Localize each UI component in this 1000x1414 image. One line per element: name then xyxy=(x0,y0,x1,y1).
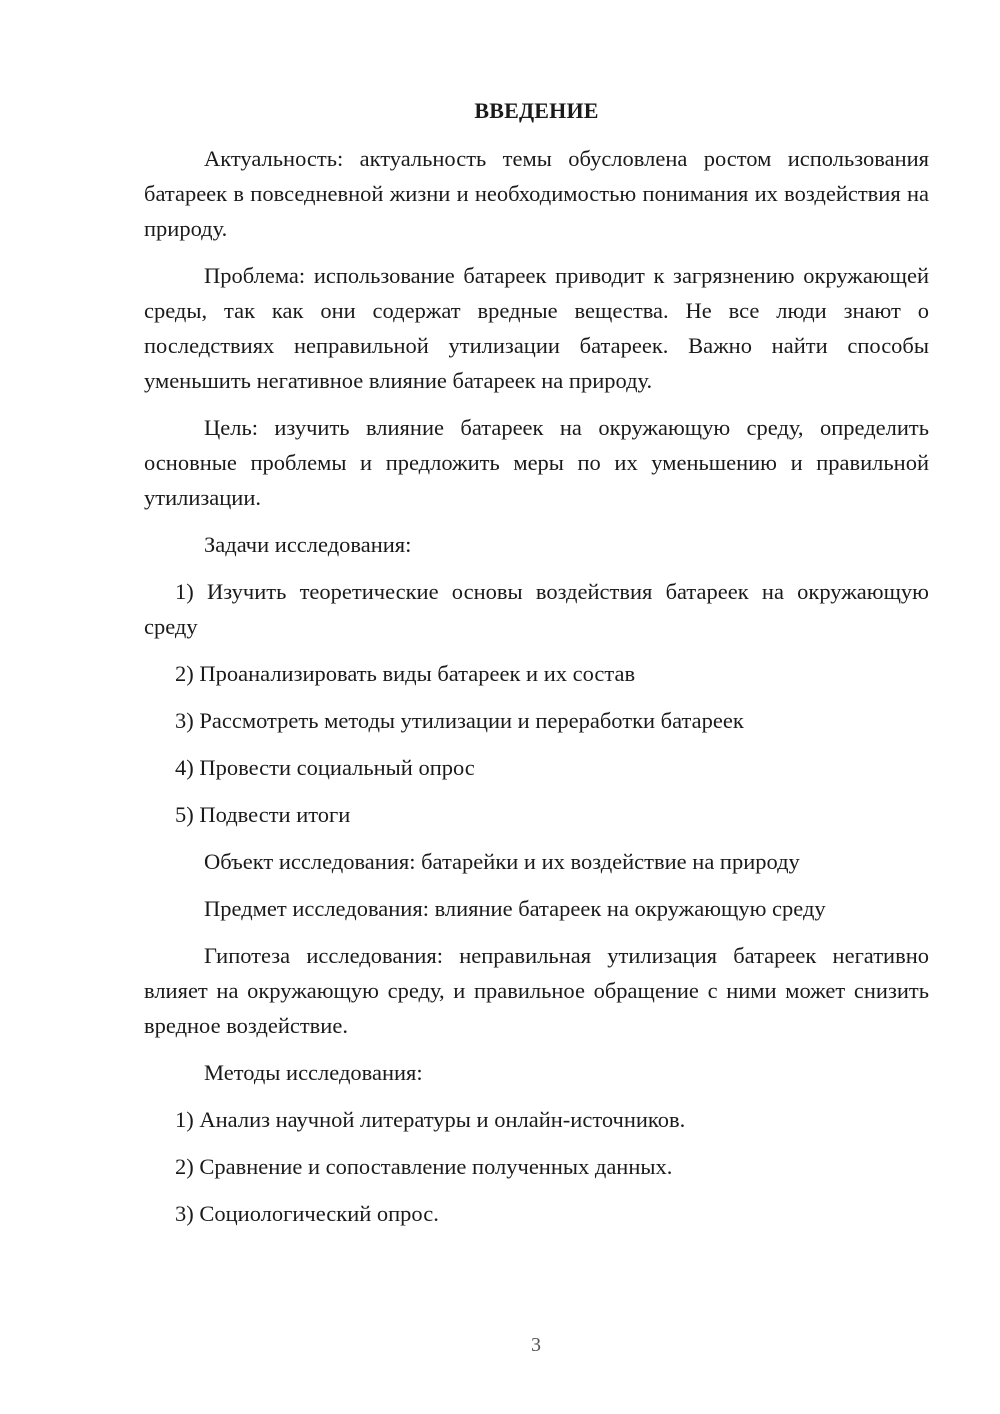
task-item-3: 3) Рассмотреть методы утилизации и переработки батареек xyxy=(175,708,744,733)
method-item-3: 3) Социологический опрос. xyxy=(175,1201,439,1226)
method-item-2: 2) Сравнение и сопоставление полученных данных. xyxy=(175,1154,673,1179)
relevance-paragraph: Актуальность: актуальность темы обусловлена ростом использования батареек в повседневной жизни и необходимостью понимания их воздействия на природу. xyxy=(144,146,929,241)
task-item-1: 1) Изучить теоретические основы воздействия батареек на окружающую среду xyxy=(144,579,929,639)
subject-line: Предмет исследования: влияние батареек на окружающую среду xyxy=(204,896,826,921)
task-item-4: 4) Провести социальный опрос xyxy=(175,755,475,780)
method-item-1: 1) Анализ научной литературы и онлайн-источников. xyxy=(175,1107,686,1132)
page-number: 3 xyxy=(531,1334,541,1356)
object-line: Объект исследования: батарейки и их воздействие на природу xyxy=(204,849,800,874)
task-item-5: 5) Подвести итоги xyxy=(175,802,351,827)
problem-paragraph: Проблема: использование батареек приводит к загрязнению окружающей среды, так как они содержат вредные вещества. Не все люди знают о последствиях неправильной утилизации батареек. Важно найти способы уменьшить негативное влияние батареек на природу. xyxy=(144,263,929,393)
page-content xyxy=(144,96,929,1243)
goal-paragraph: Цель: изучить влияние батареек на окружающую среду, определить основные проблемы и предложить меры по их уменьшению и правильной утилизации. xyxy=(144,415,929,510)
tasks-heading: Задачи исследования: xyxy=(204,532,412,557)
task-item-2: 2) Проанализировать виды батареек и их состав xyxy=(175,661,636,686)
methods-heading: Методы исследования: xyxy=(204,1060,423,1085)
hypothesis-paragraph: Гипотеза исследования: неправильная утилизация батареек негативно влияет на окружающую среду, и правильное обращение с ними может снизить вредное воздействие. xyxy=(144,943,929,1038)
page-title: ВВЕДЕНИЕ xyxy=(474,98,599,123)
